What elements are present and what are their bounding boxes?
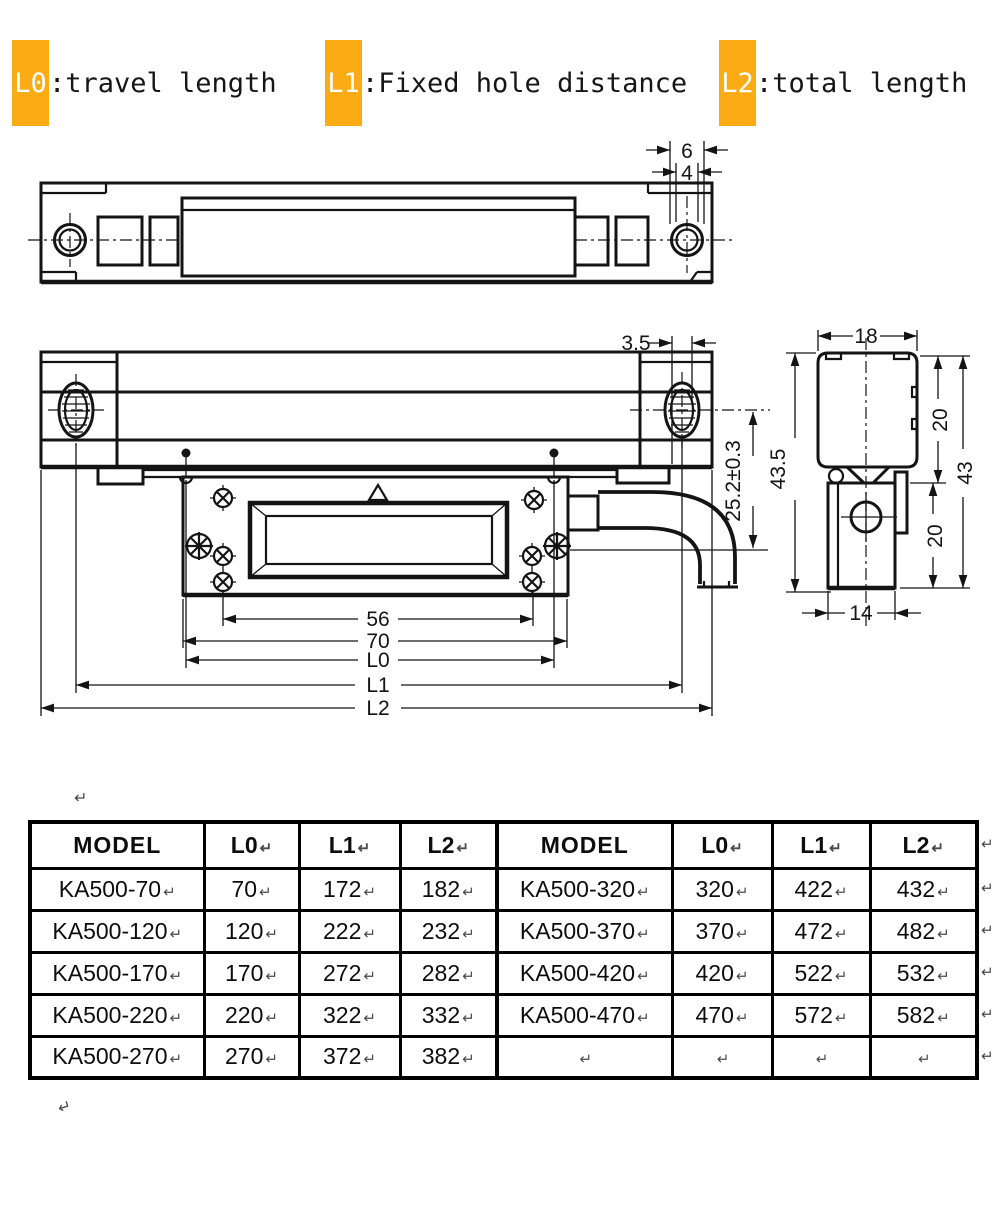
cell-l0 (672, 994, 772, 1036)
legend-desc-l1: :Fixed hole distance (362, 67, 688, 99)
return-mark: ↵ (462, 1009, 475, 1027)
l2-value: 182 (421, 875, 461, 902)
legend-highlight-l0: L0 (12, 40, 49, 126)
model-value: KA500-420 (519, 959, 635, 986)
paragraph-mark: ↵ (74, 790, 88, 807)
header-l0-right (672, 822, 772, 868)
return-mark: ↵ (716, 1051, 730, 1069)
l1-value: 322 (323, 1001, 362, 1028)
legend-item-l1 (325, 40, 687, 126)
l1-value: 172 (323, 875, 362, 902)
cell-l2 (400, 1036, 497, 1078)
header-l0-right-label: L0 (701, 831, 729, 858)
return-mark: ↵ (937, 925, 950, 943)
cell-l0 (672, 1036, 772, 1078)
cell-l2 (870, 994, 977, 1036)
legend-item-l2 (719, 40, 967, 126)
return-mark: ↵ (265, 1009, 278, 1027)
return-mark: ↵ (363, 1009, 376, 1027)
dim-overall-height-right: 43 (954, 461, 977, 485)
header-model-right: MODEL (497, 822, 672, 868)
header-l1-right (772, 822, 870, 868)
header-l2-right-label: L2 (902, 831, 930, 858)
l0-value: 370 (695, 917, 734, 944)
cell-l1 (299, 1036, 400, 1078)
dim-hole-edge-offset: 3.5 (621, 332, 651, 355)
cell-l2 (400, 952, 497, 994)
return-mark: ↵ (462, 883, 475, 901)
l2-value: 232 (421, 917, 461, 944)
cell-l0 (672, 952, 772, 994)
dim-slot-outer: 6 (681, 140, 693, 163)
l2-value: 482 (896, 917, 936, 944)
header-l2-right (870, 822, 977, 868)
cell-l0 (204, 994, 299, 1036)
cell-l0 (204, 952, 299, 994)
return-mark: ↵ (637, 1009, 650, 1027)
legend-highlight-l1: L1 (325, 40, 362, 126)
l0-value: 220 (225, 1001, 264, 1028)
dim-section-width: 18 (854, 325, 878, 348)
return-mark: ↵ (637, 883, 650, 901)
reading-head (183, 477, 568, 595)
front-view (41, 332, 770, 720)
model-value: KA500-120 (52, 917, 168, 944)
cell-l0 (204, 1036, 299, 1078)
header-model-left: MODEL (30, 822, 204, 868)
dim-total-length: L2 (366, 697, 390, 720)
legend-desc-l2: :total length (756, 67, 968, 99)
header-l2-left (400, 822, 497, 868)
cell-model (30, 952, 204, 994)
return-mark: ↵ (462, 1051, 475, 1069)
paragraph-mark: ↵ (55, 1097, 74, 1118)
return-mark: ↵ (937, 967, 950, 985)
cell-model (497, 952, 672, 994)
dim-head-width: 70 (366, 630, 390, 653)
dim-cable-center-height: 25.2±0.3 (722, 440, 745, 522)
return-mark: ↵ (834, 925, 848, 943)
l0-value: 120 (225, 917, 264, 944)
side-view (767, 325, 977, 627)
return-mark: ↵ (265, 925, 278, 943)
model-value: KA500-270 (52, 1043, 168, 1070)
slot-hole-left (48, 374, 104, 446)
header-l1-right-label: L1 (800, 831, 828, 858)
l2-value: 382 (421, 1043, 461, 1070)
l1-value: 222 (323, 917, 362, 944)
cell-model (497, 1036, 672, 1078)
table-row (30, 910, 977, 952)
l1-value: 472 (794, 917, 833, 944)
return-mark: ↵ (735, 883, 749, 901)
cell-model (497, 910, 672, 952)
cell-l2 (400, 910, 497, 952)
l0-value: 70 (231, 875, 257, 902)
paragraph-mark: ↵ (981, 836, 994, 853)
cell-l2 (870, 910, 977, 952)
paragraph-mark: ↵ (981, 880, 994, 897)
l2-value: 432 (896, 875, 936, 902)
l0-value: 270 (225, 1043, 264, 1070)
cell-l0 (204, 910, 299, 952)
cell-l0 (672, 910, 772, 952)
legend-desc-l0: :travel length (49, 67, 277, 99)
dim-head-lower-height: 20 (924, 524, 947, 548)
paragraph-mark: ↵ (981, 1006, 994, 1023)
return-mark: ↵ (363, 967, 376, 985)
return-mark: ↵ (937, 1009, 950, 1027)
cell-model (30, 868, 204, 910)
l1-value: 372 (323, 1043, 362, 1070)
cell-l1 (772, 994, 870, 1036)
cell-l2 (870, 952, 977, 994)
l1-value: 572 (794, 1001, 833, 1028)
return-mark: ↵ (169, 925, 183, 943)
dim-head-bottom-width: 14 (849, 602, 873, 625)
cell-l1 (299, 952, 400, 994)
model-value: KA500-70 (58, 875, 162, 902)
return-mark: ↵ (265, 1051, 278, 1069)
return-mark: ↵ (735, 967, 749, 985)
linear-scale-drawing (0, 130, 1000, 770)
header-l1-left (299, 822, 400, 868)
cell-model (497, 868, 672, 910)
dim-screw-spacing: 56 (366, 608, 390, 631)
l0-value: 170 (225, 959, 264, 986)
cell-l1 (772, 1036, 870, 1078)
cell-model (30, 1036, 204, 1078)
cell-l0 (204, 868, 299, 910)
cell-l2 (400, 868, 497, 910)
return-mark: ↵ (265, 967, 278, 985)
cell-l0 (672, 868, 772, 910)
return-mark: ↵ (931, 839, 944, 857)
return-mark: ↵ (169, 1009, 183, 1027)
return-mark: ↵ (834, 967, 848, 985)
dim-slot-inner: 4 (681, 162, 693, 185)
cell-l2 (870, 868, 977, 910)
cell-l1 (299, 910, 400, 952)
l2-value: 282 (421, 959, 461, 986)
return-mark: ↵ (829, 839, 842, 857)
cell-l2 (400, 994, 497, 1036)
l1-value: 522 (794, 959, 833, 986)
model-spec-table (28, 820, 979, 1080)
return-mark: ↵ (730, 839, 743, 857)
cell-l1 (299, 994, 400, 1036)
l0-value: 470 (695, 1001, 734, 1028)
cell-model (30, 910, 204, 952)
return-mark: ↵ (637, 925, 650, 943)
l2-value: 532 (896, 959, 936, 986)
return-mark: ↵ (937, 883, 950, 901)
return-mark: ↵ (456, 839, 469, 857)
table-row (30, 1036, 977, 1078)
table-header-row (30, 822, 977, 868)
slot-hole-right (630, 372, 770, 448)
l1-value: 272 (323, 959, 362, 986)
return-mark: ↵ (815, 1051, 829, 1069)
return-mark: ↵ (579, 1051, 593, 1069)
return-mark: ↵ (735, 1009, 749, 1027)
model-value: KA500-220 (52, 1001, 168, 1028)
return-mark: ↵ (834, 1009, 848, 1027)
l1-value: 422 (794, 875, 833, 902)
return-mark: ↵ (462, 967, 475, 985)
header-l0-left (204, 822, 299, 868)
legend-item-l0 (12, 40, 277, 126)
dim-fixed-hole-distance: L1 (366, 674, 390, 697)
cell-l1 (772, 868, 870, 910)
cell-model (497, 994, 672, 1036)
l0-value: 320 (695, 875, 734, 902)
table-row (30, 994, 977, 1036)
paragraph-mark: ↵ (981, 964, 994, 981)
return-mark: ↵ (917, 1051, 931, 1069)
l0-value: 420 (695, 959, 734, 986)
header-l0-left-label: L0 (230, 831, 258, 858)
cell-l1 (772, 910, 870, 952)
table-row (30, 952, 977, 994)
return-mark: ↵ (637, 967, 650, 985)
cell-l1 (299, 868, 400, 910)
return-mark: ↵ (363, 925, 376, 943)
dim-section-upper-height: 20 (929, 408, 952, 432)
paragraph-mark: ↵ (981, 922, 994, 939)
paragraph-mark: ↵ (981, 1048, 994, 1065)
cell-model (30, 994, 204, 1036)
model-value: KA500-320 (519, 875, 635, 902)
model-value: KA500-170 (52, 959, 168, 986)
table-row (30, 868, 977, 910)
model-value: KA500-370 (519, 917, 635, 944)
header-l2-left-label: L2 (427, 831, 455, 858)
cell-l2 (870, 1036, 977, 1078)
dim-travel-length: L0 (366, 649, 390, 672)
return-mark: ↵ (363, 1051, 376, 1069)
return-mark: ↵ (357, 839, 371, 857)
header-l1-left-label: L1 (328, 831, 356, 858)
return-mark: ↵ (462, 925, 475, 943)
l2-value: 332 (421, 1001, 461, 1028)
return-mark: ↵ (735, 925, 749, 943)
top-view (28, 140, 735, 282)
l2-value: 582 (896, 1001, 936, 1028)
return-mark: ↵ (169, 1051, 183, 1069)
return-mark: ↵ (259, 839, 273, 857)
return-mark: ↵ (834, 883, 848, 901)
return-mark: ↵ (163, 883, 176, 901)
return-mark: ↵ (363, 883, 376, 901)
legend-highlight-l2: L2 (719, 40, 756, 126)
return-mark: ↵ (169, 967, 183, 985)
dim-overall-height-left: 43.5 (767, 448, 790, 490)
model-value: KA500-470 (519, 1001, 635, 1028)
return-mark: ↵ (259, 883, 272, 901)
cell-l1 (772, 952, 870, 994)
